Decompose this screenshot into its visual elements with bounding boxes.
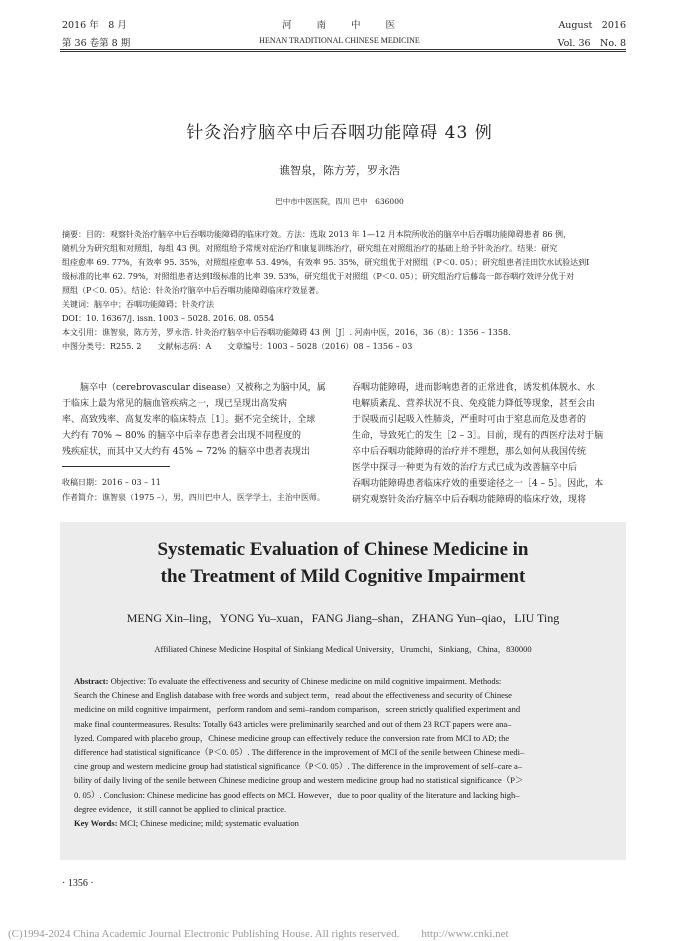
footnote-rule: [62, 466, 170, 467]
body-line: 率、高致残率、高复发率的临床特点［1］。据不完全统计，全球: [62, 415, 316, 425]
abstract-line: 组痊愈率 69. 77%，有效率 95. 35%，对照组痊愈率 53. 49%，有效率 95. 35%，研究组优于对照组（P＜0. 05）；研究组患者洼田饮水试验达到Ⅰ: [62, 258, 590, 267]
english-title: [60, 536, 626, 590]
body-line: 残疾症状，而其中又大约有 45% ~ 72% 的脑卒中患者表现出: [62, 447, 310, 457]
header-volume-en: Vol. 36 No. 8: [557, 38, 626, 49]
header-date-en: August 2016: [558, 20, 626, 31]
body-line: 研究观察针灸治疗脑卒中后吞咽功能障碍的临床疗效，现将: [352, 495, 587, 505]
journal-name-en: HENAN TRADITIONAL CHINESE MEDICINE: [259, 36, 420, 45]
header-volume: 第 36 卷第 8 期: [62, 38, 131, 49]
doi: DOI：10. 16367/j. issn. 1003 – 5028. 2016. 08. 0554: [62, 314, 275, 323]
abstract-line: medicine on mild cognitive impairment，perform random and semi–random comparison，screen strictly qualified experiment and: [74, 704, 521, 715]
abstract-line: degree evidence，it still cannot be applied to clinical practice.: [74, 803, 287, 814]
abstract-line: 随机分为研究组和对照组，每组 43 例。对照组给予常规对症治疗和康复训练治疗，研究组在对照组治疗的基础上给予针灸治疗。结果：研究: [62, 244, 558, 253]
header-rule-thin: [60, 51, 626, 52]
citation: 本文引用：谯智泉，陈方芳，罗永浩. 针灸治疗脑卒中后吞咽功能障碍 43 例［J］. 河南中医，2016，36（8）：1356 – 1358.: [62, 328, 511, 337]
footnotes: [62, 475, 336, 505]
article-affiliation: 巴中市中医医院，四川 巴中 636000: [275, 197, 404, 206]
abstract-line: difference had statistical significance（P＜0. 05）. The difference in the improvement of MCI of the senile between Chinese medi–: [74, 747, 525, 758]
english-title-line: Systematic Evaluation of Chinese Medicine in: [157, 539, 529, 560]
abstract-line: Objective: To evaluate the effectiveness and security of Chinese medicine on mild cognitive impairment. Methods:: [108, 676, 502, 686]
abstract-label: Abstract:: [74, 676, 109, 686]
keywords-zh: 关键词：脑卒中；吞咽功能障碍；针灸疗法: [62, 300, 214, 309]
abstract-line: 0. 05）. Conclusion: Chinese medicine has good effects on MCI. However，due to poor quality of the literature and lacking high–: [74, 789, 520, 800]
body-right-column: [352, 380, 626, 508]
body-line: 于误吸而引起吸入性肺炎，严重时可由于窒息而危及患者的: [352, 415, 587, 425]
journal-name-zh: 河 南 中 医: [281, 20, 397, 31]
article-title: 针灸治疗脑卒中后吞咽功能障碍 43 例: [186, 123, 493, 143]
body-line: 生命，导致死亡的发生［2 – 3］。目前，现有的西医疗法对于脑: [352, 431, 604, 441]
english-authors: MENG Xin–ling，YONG Yu–xuan，FANG Jiang–shan，ZHANG Yun–qiao，LIU Ting: [126, 611, 560, 625]
keywords-label: Key Words:: [74, 818, 118, 829]
body-line: 于临床上最为常见的脑血管疾病之一，现已呈现出高发病: [62, 399, 288, 409]
english-title-line: the Treatment of Mild Cognitive Impairment: [160, 566, 526, 587]
english-abstract: [74, 674, 612, 830]
abstract-zh: [62, 228, 624, 354]
copyright-footer: (C)1994-2024 China Academic Journal Electronic Publishing House. All rights reserved. http://www.cnki.net: [8, 928, 509, 940]
body-line: 吞咽功能障碍，进而影响患者的正常进食，诱发机体脱水、水: [352, 383, 596, 393]
body-left-column: [62, 380, 336, 460]
body-line: 吞咽功能障碍患者临床疗效的重要途径之一［4 – 5］。因此，本: [352, 479, 604, 489]
english-keywords: MCI; Chinese medicine; mild; systematic evaluation: [117, 818, 299, 829]
abstract-line: cine group and western medicine group had statistical significance（P＜0. 05）. The difference in the improvement of self–care a–: [74, 761, 523, 772]
received-date: 收稿日期：2016 – 03 – 11: [62, 478, 161, 487]
english-affiliation: Affiliated Chinese Medicine Hospital of Sinkiang Medical University，Urumchi，Sinkiang，China，830000: [154, 644, 532, 654]
author-bio: 作者简介：谯智泉（1975 –），男，四川巴中人，医学学士，主治中医师。: [62, 493, 325, 502]
abstract-line: make final countermeasures. Results: Totally 643 articles were preliminarily searched and out of them 23 RCT papers were ana–: [74, 718, 512, 729]
abstract-line: lyzed. Compared with placebo group，Chinese medicine group can effectively reduce the conversion rate from MCI to AD; the: [74, 732, 510, 743]
body-line: 医学中探寻一种更为有效的治疗方式已成为改善脑卒中后: [352, 463, 578, 473]
article-authors: 谯智泉，陈方芳，罗永浩: [279, 164, 400, 177]
english-abstract-box: [60, 522, 626, 860]
body-line: 电解质紊乱、营养状况不良、免疫能力降低等现象，甚至会由: [352, 399, 596, 409]
header-rule: [60, 49, 626, 50]
abstract-line: Search the Chinese and English database with free words and subject term，read about the effectiveness and security of Chinese: [74, 690, 512, 701]
body-line: 脑卒中（cerebrovascular disease）又被称之为脑中风，属: [62, 383, 326, 393]
page-number: · 1356 ·: [62, 878, 94, 889]
classification: 中图分类号：R255. 2 文献标志码：A 文章编号：1003 – 5028（2016）08 – 1356 – 03: [62, 342, 413, 351]
abstract-line: 级标准的比率 62. 79%，对照组患者达到Ⅰ级标准的比率 39. 53%，研究组优于对照组（P＜0. 05）；研究组治疗后藤岛一郎吞咽疗效评分优于对: [62, 272, 575, 281]
abstract-line: 照组（P＜0. 05）。结论：针灸治疗脑卒中后吞咽功能障碍临床疗效显著。: [62, 286, 324, 295]
abstract-line: bility of daily living of the senile between Chinese medicine group and western medicine group had no statistical significance（P＞: [74, 775, 524, 786]
body-line: 卒中后吞咽功能障碍的治疗并不理想，那么如何从我国传统: [352, 447, 587, 457]
header-date: 2016 年 8 月: [62, 20, 127, 31]
body-line: 大约有 70% ~ 80% 的脑卒中后幸存患者会出现不同程度的: [62, 431, 301, 441]
abstract-line: 摘要：目的：观察针灸治疗脑卒中后吞咽功能障碍的临床疗效。方法：选取 2013 年 1—12 月本院所收治的脑卒中后吞咽功能障碍患者 86 例，: [62, 230, 572, 239]
